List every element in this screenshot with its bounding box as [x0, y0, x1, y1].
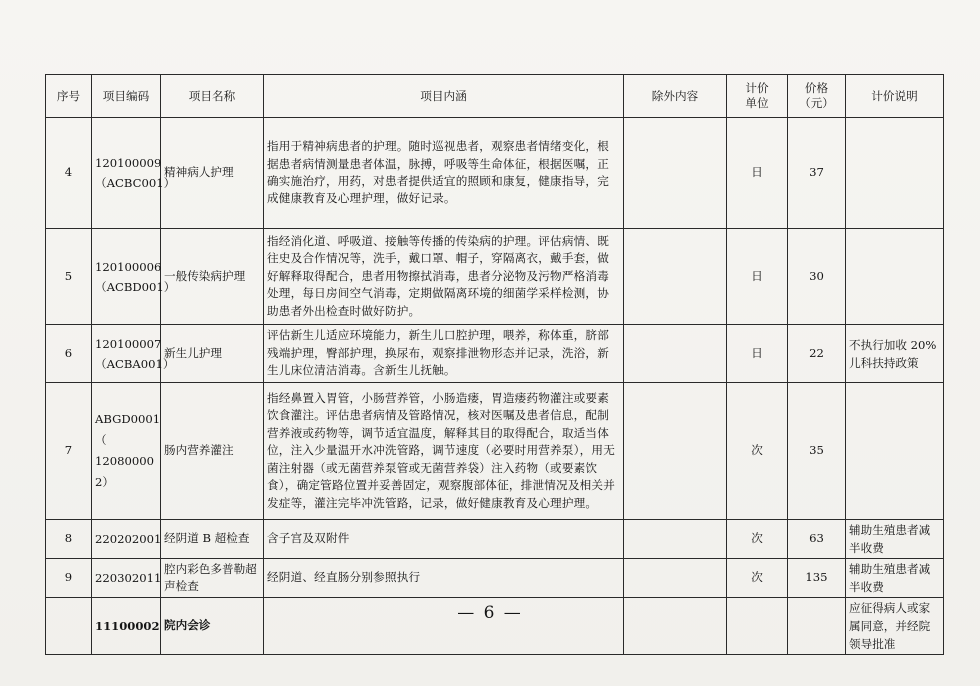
cell-seq: 6 [46, 325, 92, 383]
cell-name: 新生儿护理 [161, 325, 264, 383]
cell-code-line2: （ 12080000 2） [95, 433, 155, 489]
header-content: 项目内涵 [264, 75, 624, 118]
cell-code [92, 383, 161, 520]
cell-code-line2: （ACBC001） [95, 176, 176, 190]
table-row [46, 520, 944, 559]
cell-excluded [624, 520, 727, 559]
cell-name: 精神病人护理 [161, 118, 264, 229]
cell-code [92, 559, 161, 598]
cell-excluded [624, 118, 727, 229]
cell-seq: 8 [46, 520, 92, 559]
header-name: 项目名称 [161, 75, 264, 118]
cell-code-line1: ABGD0001 [95, 412, 161, 426]
cell-seq: 9 [46, 559, 92, 598]
cell-price: 22 [788, 325, 846, 383]
cell-name: 经阴道 B 超检查 [161, 520, 264, 559]
cell-code-line2: （ACBD001） [95, 279, 176, 294]
cell-excluded [624, 559, 727, 598]
table-row [46, 325, 944, 383]
cell-unit: 日 [727, 325, 788, 383]
cell-code [92, 325, 175, 383]
header-unit-line2: 单位 [745, 96, 769, 110]
cell-code-line1: 11100002 [95, 619, 160, 633]
cell-excluded [624, 325, 727, 383]
cell-note: 辅助生殖患者减半收费 [846, 559, 944, 598]
page-number: — 6 — [457, 603, 523, 623]
cell-price: 35 [788, 383, 846, 520]
cell-name: 院内会诊 [161, 598, 264, 655]
cell-code-line2: （ACBA001） [95, 356, 175, 371]
cell-code-line1: 120100007 [95, 336, 162, 351]
price-table [45, 74, 944, 655]
cell-price: 63 [788, 520, 846, 559]
cell-unit: 次 [727, 383, 788, 520]
cell-code-line1: 120100009 [95, 156, 162, 170]
header-seq: 序号 [46, 75, 92, 118]
cell-unit: 次 [727, 559, 788, 598]
cell-name: 肠内营养灌注 [161, 383, 264, 520]
header-code: 项目编码 [92, 75, 161, 118]
cell-seq: 4 [46, 118, 92, 229]
cell-unit: 日 [727, 118, 788, 229]
header-row [46, 75, 944, 118]
cell-code-line1: 220302011 [95, 571, 162, 585]
cell-content: 指用于精神病患者的护理。随时巡视患者，观察患者情绪变化，根据患者病情测量患者体温，脉搏，呼吸等生命体征，根据医嘱，正确实施治疗，用药，对患者提供适宜的照顾和康复，健康指导，完成健康教育及心理护理，做好记录。 [264, 118, 624, 229]
cell-price: 135 [788, 559, 846, 598]
cell-code [92, 229, 176, 325]
cell-price: 30 [788, 229, 846, 325]
table-row [46, 383, 944, 520]
cell-unit: 日 [727, 229, 788, 325]
header-price [788, 75, 846, 118]
header-price-line1: 价格 [804, 81, 829, 95]
header-note: 计价说明 [846, 75, 944, 118]
cell-note: 应征得病人或家属同意，并经院领导批准 [846, 598, 944, 655]
cell-name: 腔内彩色多普勒超声检查 [161, 559, 264, 598]
cell-content: 经阴道、经直肠分别参照执行 [264, 559, 624, 598]
cell-content: 含子宫及双附件 [264, 520, 624, 559]
header-unit-line1: 计价 [745, 81, 769, 95]
cell-code [92, 118, 176, 229]
cell-note [846, 383, 944, 520]
cell-price: 37 [788, 118, 846, 229]
cell-content: 指经鼻置入胃管，小肠营养管，小肠造瘘，胃造瘘药物灌注或要素饮食灌注。评估患者病情及管路情况，核对医嘱及患者信息，配制营养液或药物等，调节适宜温度，解释其目的取得配合，取适当体位，注入少量温开水冲洗管路，调节速度（必要时用营养泵），用无菌注射器（或无菌营养泵管或无菌营养袋）注入药物（或要素饮食），确定管路位置并妥善固定，观察腹部体征，排泄情况及相关并发症等，灌注完毕冲洗管路，记录，做好健康教育及心理护理。 [264, 383, 624, 520]
cell-code [92, 520, 161, 559]
cell-note [846, 118, 944, 229]
cell-unit: 次 [727, 520, 788, 559]
header-price-line2: （元） [799, 96, 834, 110]
cell-note [846, 229, 944, 325]
table-row [46, 229, 944, 325]
cell-note: 辅助生殖患者减半收费 [846, 520, 944, 559]
cell-seq: 7 [46, 383, 92, 520]
cell-content: 评估新生儿适应环境能力，新生儿口腔护理，喂养，称体重，脐部残端护理，臀部护理，换尿布，观察排泄物形态并记录，洗浴，新生儿床位清洁消毒。含新生儿抚触。 [264, 325, 624, 383]
cell-note: 不执行加收 20%儿科扶持政策 [846, 325, 944, 383]
table-row [46, 118, 944, 229]
header-excluded: 除外内容 [624, 75, 727, 118]
cell-code-line1: 220202001 [95, 532, 162, 546]
cell-name: 一般传染病护理 [161, 229, 264, 325]
cell-code-line1: 120100006 [95, 259, 162, 274]
header-unit [727, 75, 788, 118]
cell-content: 指经消化道、呼吸道、接触等传播的传染病的护理。评估病情、既往史及合作情况等，洗手，戴口罩、帽子，穿隔离衣，戴手套，做好解释取得配合，患者用物擦拭消毒，患者分泌物及污物严格消毒处理，每日房间空气消毒，定期做隔离环境的细菌学采样检测，协助患者外出检查时做好防护。 [264, 229, 624, 325]
cell-excluded [624, 383, 727, 520]
table-row [46, 559, 944, 598]
cell-excluded [624, 229, 727, 325]
cell-seq: 5 [46, 229, 92, 325]
